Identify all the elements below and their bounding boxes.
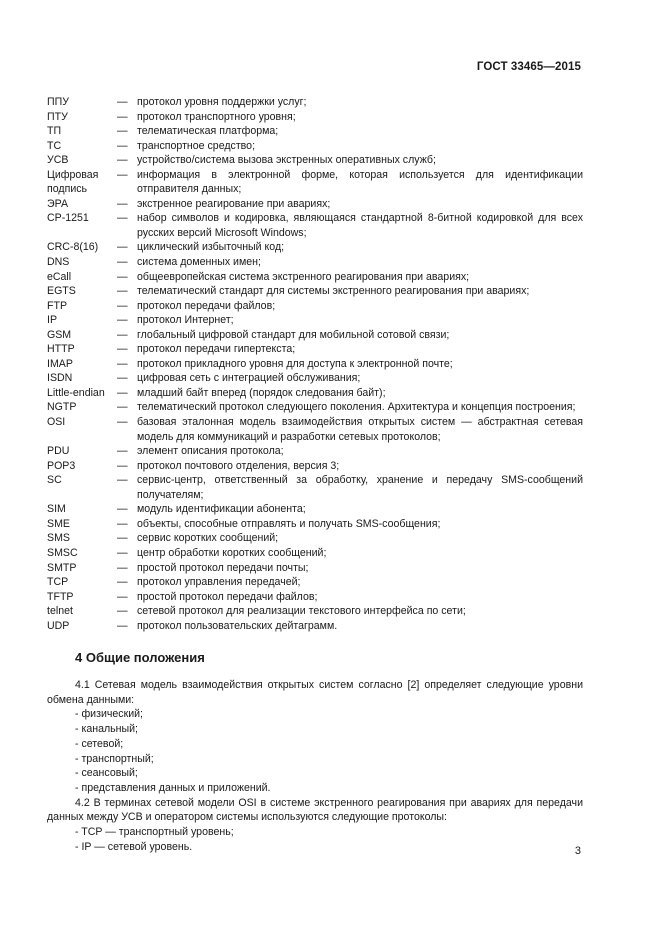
abbreviation-term: TCP — [47, 576, 69, 589]
abbreviation-row — [47, 400, 583, 415]
abbreviation-term: SMTP — [47, 561, 77, 574]
abbreviation-dash: — — [117, 343, 128, 356]
abbreviation-term: EGTS — [47, 285, 76, 298]
abbreviation-definition: набор символов и кодировка, являющаяся стандартной 8-битной кодировкой для всех русских версий Microsoft Windows; — [137, 212, 583, 239]
abbreviation-dash: — — [117, 605, 128, 618]
abbreviation-term: SME — [47, 517, 70, 530]
abbreviation-row — [47, 444, 583, 459]
section-title: 4 Общие положения — [75, 650, 205, 665]
abbreviation-term: telnet — [47, 605, 73, 618]
abbreviation-definition: цифровая сеть с интеграцией обслуживания; — [137, 372, 361, 385]
protocol-item: - TCP — транспортный уровень; — [75, 826, 234, 839]
abbreviation-row — [47, 619, 583, 634]
level-item: - канальный; — [75, 723, 138, 736]
level-item: - представления данных и приложений. — [75, 781, 271, 794]
abbreviation-term: ТП — [47, 125, 62, 138]
abbreviation-definition: сетевой протокол для реализации текстового интерфейса по сети; — [137, 605, 466, 618]
abbreviation-term: CP-1251 — [47, 212, 89, 225]
abbreviation-term: FTP — [47, 299, 68, 312]
abbreviation-term: ППУ — [47, 96, 69, 108]
abbreviation-row — [47, 459, 583, 474]
abbreviation-term: PDU — [47, 445, 70, 458]
abbreviation-row — [47, 299, 583, 314]
protocols-list — [47, 825, 583, 854]
abbreviation-term: Little-endian — [47, 386, 105, 399]
abbreviation-row — [47, 371, 583, 386]
abbreviation-definition: объекты, способные отправлять и получать SMS-сообщения; — [137, 517, 441, 530]
abbreviation-term: GSM — [47, 328, 72, 341]
abbreviation-dash: — — [117, 285, 128, 298]
abbreviation-dash: — — [117, 503, 128, 516]
abbreviation-term: ПТУ — [47, 110, 68, 123]
abbreviation-term: Цифровая подпись — [47, 168, 99, 196]
abbreviation-term: eCall — [47, 270, 72, 283]
abbreviation-definition: система доменных имен; — [137, 256, 261, 269]
abbreviation-dash: — — [117, 96, 128, 108]
abbreviation-dash: — — [117, 314, 128, 327]
level-item: - сеансовый; — [75, 767, 138, 780]
abbreviation-list — [47, 95, 583, 633]
abbreviation-row — [47, 313, 583, 328]
abbreviation-term: NGTP — [47, 401, 77, 414]
abbreviation-row — [47, 95, 583, 110]
abbreviation-definition: простой протокол передачи почты; — [137, 561, 309, 574]
level-item: - физический; — [75, 708, 144, 721]
abbreviation-definition: циклический избыточный код; — [137, 241, 285, 254]
levels-list — [47, 707, 583, 795]
abbreviation-dash: — — [117, 357, 128, 370]
abbreviation-dash: — — [117, 241, 128, 254]
abbreviation-row — [47, 153, 583, 168]
abbreviation-term: ISDN — [47, 372, 73, 385]
abbreviation-definition: телематический протокол следующего поколения. Архитектура и концепция построения; — [137, 401, 576, 414]
abbreviation-dash: — — [117, 517, 128, 530]
abbreviation-dash: — — [117, 299, 128, 312]
abbreviation-definition: протокол передачи файлов; — [137, 299, 276, 312]
abbreviation-term: SMS — [47, 532, 70, 545]
abbreviation-definition: протокол прикладного уровня для доступа к электронной почте; — [137, 357, 453, 370]
abbreviation-dash: — — [117, 270, 128, 283]
abbreviation-row — [47, 328, 583, 343]
page-number: 3 — [574, 845, 581, 857]
abbreviation-row — [47, 473, 583, 502]
abbreviation-row — [47, 357, 583, 372]
abbreviation-term: ТС — [47, 139, 62, 152]
abbreviation-definition: центр обработки коротких сообщений; — [137, 546, 327, 559]
abbreviation-definition: протокол уровня поддержки услуг; — [137, 96, 307, 108]
abbreviation-dash: — — [117, 474, 128, 487]
abbreviation-definition: протокол транспортного уровня; — [137, 110, 296, 123]
abbreviation-dash: — — [117, 256, 128, 269]
abbreviation-term: POP3 — [47, 459, 76, 472]
abbreviation-dash: — — [117, 546, 128, 559]
abbreviation-dash: — — [117, 154, 128, 167]
abbreviation-dash: — — [117, 386, 128, 399]
abbreviation-row — [47, 531, 583, 546]
document-header: ГОСТ 33465—2015 — [476, 61, 581, 73]
paragraph-4-2: 4.2 В терминах сетевой модели OSI в системе экстренного реагирования при авариях для передачи данных между УСВ и оператором системы используются следующие протоколы: — [47, 796, 583, 824]
abbreviation-dash: — — [117, 328, 128, 341]
abbreviation-dash: — — [117, 459, 128, 472]
abbreviation-row — [47, 342, 583, 357]
abbreviation-definition: телематический стандарт для системы экстренного реагирования при авариях; — [137, 285, 530, 298]
abbreviation-dash: — — [117, 401, 128, 414]
abbreviation-row — [47, 517, 583, 532]
abbreviation-row — [47, 590, 583, 605]
abbreviation-dash: — — [117, 619, 128, 632]
abbreviation-row — [47, 604, 583, 619]
abbreviation-dash: — — [117, 576, 128, 589]
abbreviation-row — [47, 240, 583, 255]
abbreviation-definition: модуль идентификации абонента; — [137, 503, 306, 516]
section-body — [47, 678, 583, 854]
abbreviation-definition: устройство/система вызова экстренных оперативных служб; — [137, 154, 436, 167]
abbreviation-row — [47, 168, 583, 197]
abbreviation-row — [47, 561, 583, 576]
abbreviation-definition: простой протокол передачи файлов; — [137, 590, 318, 603]
abbreviation-definition: младший байт вперед (порядок следования байт); — [137, 386, 386, 399]
abbreviation-definition: сервис-центр, ответственный за обработку, хранение и передачу SMS-сообщений получателям; — [137, 474, 583, 501]
abbreviation-term: UDP — [47, 619, 70, 632]
abbreviation-definition: элемент описания протокола; — [137, 445, 284, 458]
abbreviation-row — [47, 270, 583, 285]
abbreviation-row — [47, 575, 583, 590]
abbreviation-dash: — — [117, 212, 128, 225]
abbreviation-dash: — — [117, 110, 128, 123]
abbreviation-row — [47, 284, 583, 299]
abbreviation-term: OSI — [47, 416, 66, 429]
abbreviation-term: SIM — [47, 503, 66, 516]
abbreviation-row — [47, 415, 583, 444]
abbreviation-term: ЭРА — [47, 197, 69, 210]
protocol-item: - IP — сетевой уровень. — [75, 840, 193, 853]
abbreviation-row — [47, 255, 583, 270]
abbreviation-term: IMAP — [47, 357, 73, 370]
abbreviation-dash: — — [117, 561, 128, 574]
level-item: - транспортный; — [75, 752, 154, 765]
abbreviation-row — [47, 124, 583, 139]
abbreviation-term: SC — [47, 474, 62, 487]
abbreviation-definition: транспортное средство; — [137, 139, 256, 152]
abbreviation-definition: протокол Интернет; — [137, 314, 234, 327]
abbreviation-definition: глобальный цифровой стандарт для мобильной сотовой связи; — [137, 328, 450, 341]
abbreviation-definition: информация в электронной форме, которая используется для идентификации отправителя данных; — [137, 168, 583, 196]
abbreviation-definition: протокол почтового отделения, версия 3; — [137, 459, 340, 472]
abbreviation-definition: сервис коротких сообщений; — [137, 532, 279, 545]
abbreviation-term: DNS — [47, 256, 70, 269]
abbreviation-dash: — — [117, 372, 128, 385]
abbreviation-row — [47, 386, 583, 401]
abbreviation-term: HTTP — [47, 343, 75, 356]
abbreviation-term: CRC-8(16) — [47, 241, 99, 254]
abbreviation-term: IP — [47, 314, 58, 327]
abbreviation-definition: протокол пользовательских дейтаграмм. — [137, 619, 338, 632]
abbreviation-definition: телематическая платформа; — [137, 125, 279, 138]
abbreviation-row — [47, 211, 583, 240]
abbreviation-definition: базовая эталонная модель взаимодействия открытых систем — абстрактная сетевая модель для коммуникаций и разработки сетевых протоколов; — [137, 416, 583, 443]
level-item: - сетевой; — [75, 737, 124, 750]
abbreviation-term: TFTP — [47, 590, 74, 603]
abbreviation-row — [47, 110, 583, 125]
abbreviation-dash: — — [117, 125, 128, 138]
abbreviation-definition: экстренное реагирование при авариях; — [137, 197, 331, 210]
abbreviation-dash: — — [117, 139, 128, 152]
abbreviation-definition: протокол передачи гипертекста; — [137, 343, 296, 356]
abbreviation-dash: — — [117, 445, 128, 458]
abbreviation-row — [47, 139, 583, 154]
abbreviation-dash: — — [117, 532, 128, 545]
abbreviation-row — [47, 502, 583, 517]
abbreviation-dash: — — [117, 590, 128, 603]
abbreviation-row — [47, 546, 583, 561]
paragraph-4-1: 4.1 Сетевая модель взаимодействия открытых систем согласно [2] определяет следующие уровни обмена данными: — [47, 679, 583, 706]
abbreviation-definition: общеевропейская система экстренного реагирования при авариях; — [137, 270, 470, 283]
abbreviation-dash: — — [117, 168, 128, 181]
abbreviation-term: SMSC — [47, 546, 78, 559]
abbreviation-dash: — — [117, 197, 128, 210]
abbreviation-definition: протокол управления передачей; — [137, 576, 301, 589]
abbreviation-dash: — — [117, 416, 128, 429]
abbreviation-term: УСВ — [47, 154, 69, 167]
abbreviation-row — [47, 197, 583, 212]
